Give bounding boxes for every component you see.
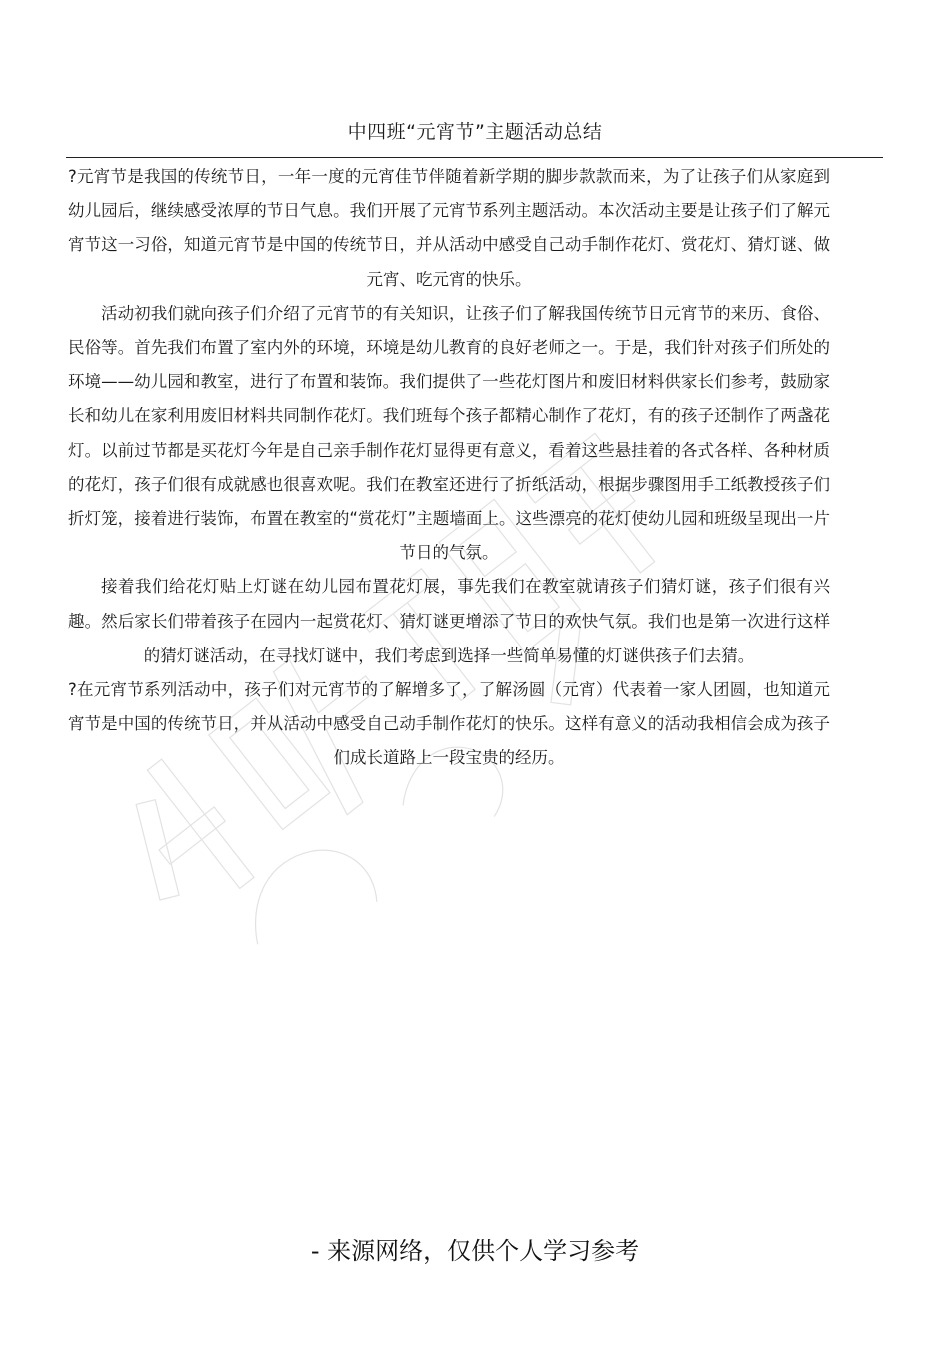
document-title: 中四班“元宵节”主题活动总结 bbox=[347, 121, 603, 143]
paragraph-4: ?在元宵节系列活动中，孩子们对元宵节的了解增多了，了解汤圆（元宵）代表着一家人团圆，也知道元宵节是中国的传统节日，并从活动中感受自己动手制作花灯的快乐。这样有意义的活动我相信会成为孩子们成长道路上一段宝贵的经历。 bbox=[68, 680, 830, 768]
paragraph-1: ?元宵节是我国的传统节日，一年一度的元宵佳节伴随着新学期的脚步款款而来，为了让孩子们从家庭到幼儿园后，继续感受浓厚的节日气息。我们开展了元宵节系列主题活动。本次活动主要是让孩子们了解元宵节这一习俗，知道元宵节是中国的传统节日，并从活动中感受自己动手制作花灯、赏花灯、猜灯谜、做元宵、吃元宵的快乐。 bbox=[68, 167, 830, 289]
page-footer: - 来源网络，仅供个人学习参考 bbox=[310, 1237, 640, 1265]
paragraph-2: 活动初我们就向孩子们介绍了元宵节的有关知识，让孩子们了解我国传统节日元宵节的来历、食俗、民俗等。首先我们布置了室内外的环境，环境是幼儿教育的良好老师之一。于是，我们针对孩子们所处的环境——幼儿园和教室，进行了布置和装饰。我们提供了一些花灯图片和废旧材料供家长们参考，鼓励家长和幼儿在家利用废旧材料共同制作花灯。我们班每个孩子都精心制作了花灯，有的孩子还制作了两盏花灯。以前过节都是买花灯今年是自己亲手制作花灯显得更有意义，看着这些悬挂着的各式各样、各种材质的花灯，孩子们很有成就感也很喜欢呢。我们在教室还进行了折纸活动，根据步骤图用手工纸教授孩子们折灯笼，接着进行装饰，布置在教室的“赏花灯”主题墙面上。这些漂亮的花灯使幼儿园和班级呈现出一片节日的气氛。 bbox=[68, 303, 830, 563]
document-body bbox=[68, 160, 830, 776]
title-divider bbox=[66, 157, 883, 158]
paragraph-3: 接着我们给花灯贴上灯谜在幼儿园布置花灯展，事先我们在教室就请孩子们猜灯谜，孩子们很有兴趣。然后家长们带着孩子在园内一起赏花灯、猜灯谜更增添了节日的欢快气氛。我们也是第一次进行这样的猜灯谜活动，在寻找灯谜中，我们考虑到选择一些简单易懂的灯谜供孩子们去猜。 bbox=[68, 577, 830, 665]
